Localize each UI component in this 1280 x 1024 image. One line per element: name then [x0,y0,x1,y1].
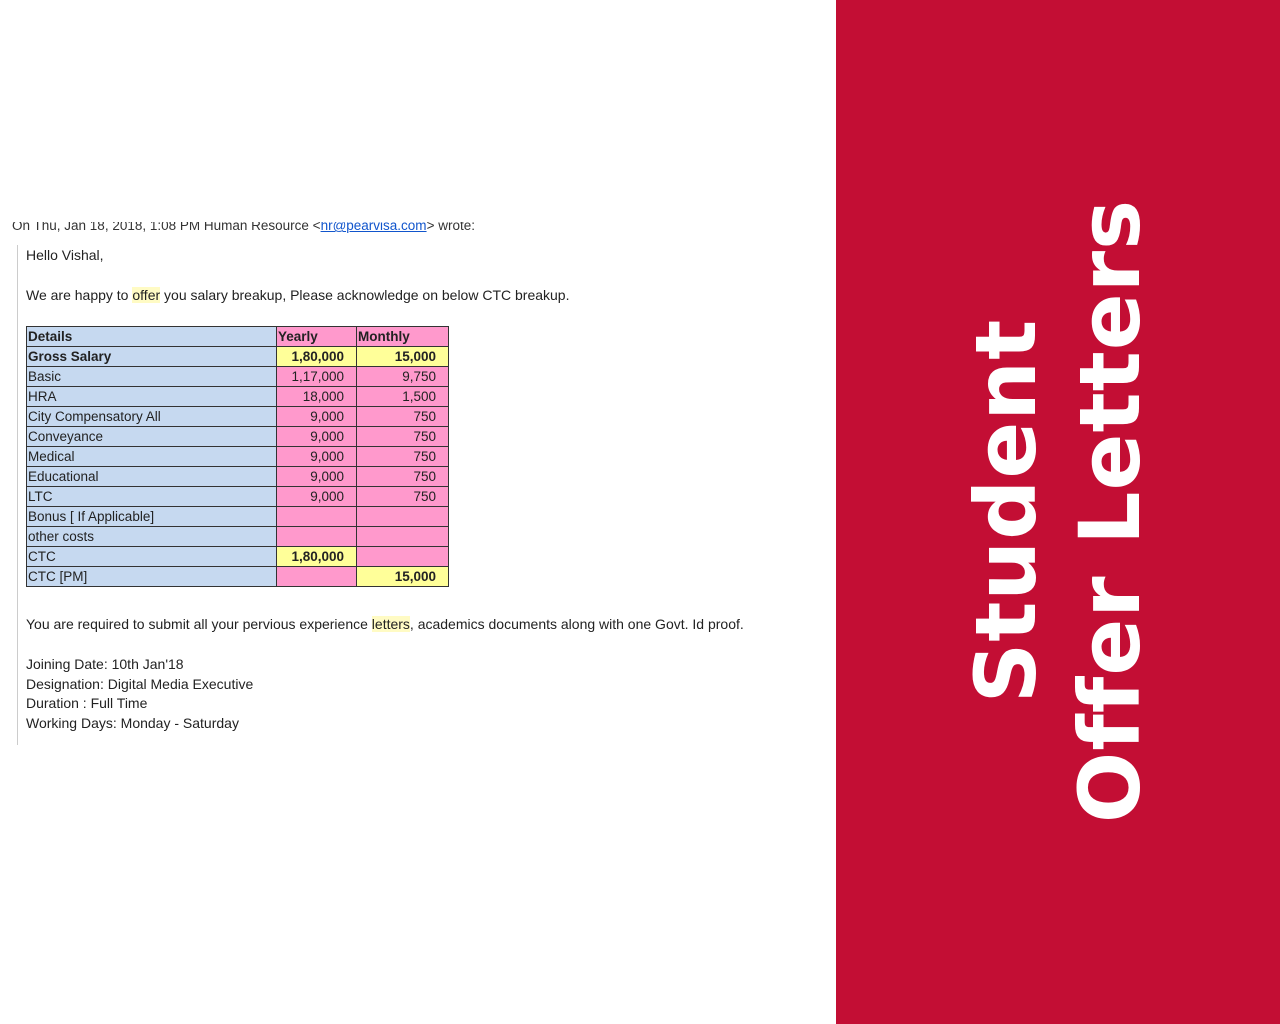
row-yearly: 1,80,000 [277,547,357,567]
row-label: Bonus [ If Applicable] [27,507,277,527]
row-yearly: 1,17,000 [277,367,357,387]
row-monthly: 750 [357,407,449,427]
sender-email-link[interactable]: hr@pearvisa.com [320,222,427,233]
row-yearly [277,507,357,527]
documents-paragraph [26,614,744,634]
banner-title-line-1: Student [957,318,1055,704]
title-banner [836,0,1280,1024]
header-monthly: Monthly [357,327,449,347]
table-row [27,367,449,387]
table-row [27,387,449,407]
documents-text-start: You are required to submit all your pervious experience [26,616,372,632]
row-monthly [357,507,449,527]
joining-details [26,655,253,733]
row-monthly: 750 [357,467,449,487]
designation: Designation: Digital Media Executive [26,675,254,692]
row-monthly [357,527,449,547]
table-row [27,507,449,527]
table-row [27,447,449,467]
wrote-prefix: On Thu, Jan 18, 2018, 1:08 PM Human Resource < [12,222,321,233]
row-yearly [277,567,357,587]
highlighted-word-offer: offer [132,287,161,303]
row-label: Medical [27,447,277,467]
table-row [27,527,449,547]
quoted-message [17,245,805,745]
row-yearly [277,527,357,547]
row-monthly: 750 [357,447,449,467]
row-monthly: 1,500 [357,387,449,407]
row-label: Basic [27,367,277,387]
row-monthly: 750 [357,487,449,507]
row-monthly [357,547,449,567]
row-yearly: 9,000 [277,447,357,467]
row-yearly: 9,000 [277,407,357,427]
row-yearly: 9,000 [277,427,357,447]
row-monthly: 750 [357,427,449,447]
row-label: CTC [PM] [27,567,277,587]
table-row [27,567,449,587]
intro-paragraph [26,285,569,305]
banner-title-line-2: Offer Letters [1061,198,1159,824]
greeting: Hello Vishal, [26,247,104,263]
row-label: Educational [27,467,277,487]
wrote-suffix: > wrote: [426,222,475,233]
highlighted-word-letters: letters [371,616,410,632]
row-monthly: 9,750 [357,367,449,387]
working-days: Working Days: Monday - Saturday [26,714,239,731]
table-row [27,487,449,507]
table-row [27,467,449,487]
row-yearly: 18,000 [277,387,357,407]
joining-date: Joining Date: 10th Jan'18 [26,656,184,672]
table-row [27,427,449,447]
row-yearly: 9,000 [277,467,357,487]
table-row [27,547,449,567]
row-yearly: 9,000 [277,487,357,507]
row-label: HRA [27,387,277,407]
header-yearly: Yearly [277,327,357,347]
row-yearly: 1,80,000 [277,347,357,367]
row-label: City Compensatory All [27,407,277,427]
documents-text-end: , academics documents along with one Govt. Id proof. [409,616,744,632]
table-header-row [27,327,449,347]
table-row [27,407,449,427]
row-label: Conveyance [27,427,277,447]
banner-title [954,199,1162,823]
header-details: Details [27,327,277,347]
intro-text-end: you salary breakup, Please acknowledge on below CTC breakup. [160,287,570,303]
duration: Duration : Full Time [26,695,148,711]
intro-text-start: We are happy to [26,287,133,303]
row-label: Gross Salary [27,347,277,367]
row-label: LTC [27,487,277,507]
quoted-reply-header [12,222,475,240]
row-monthly: 15,000 [357,567,449,587]
ctc-breakup-table [26,326,449,587]
row-label: CTC [27,547,277,567]
row-monthly: 15,000 [357,347,449,367]
row-label: other costs [27,527,277,547]
table-row [27,347,449,367]
